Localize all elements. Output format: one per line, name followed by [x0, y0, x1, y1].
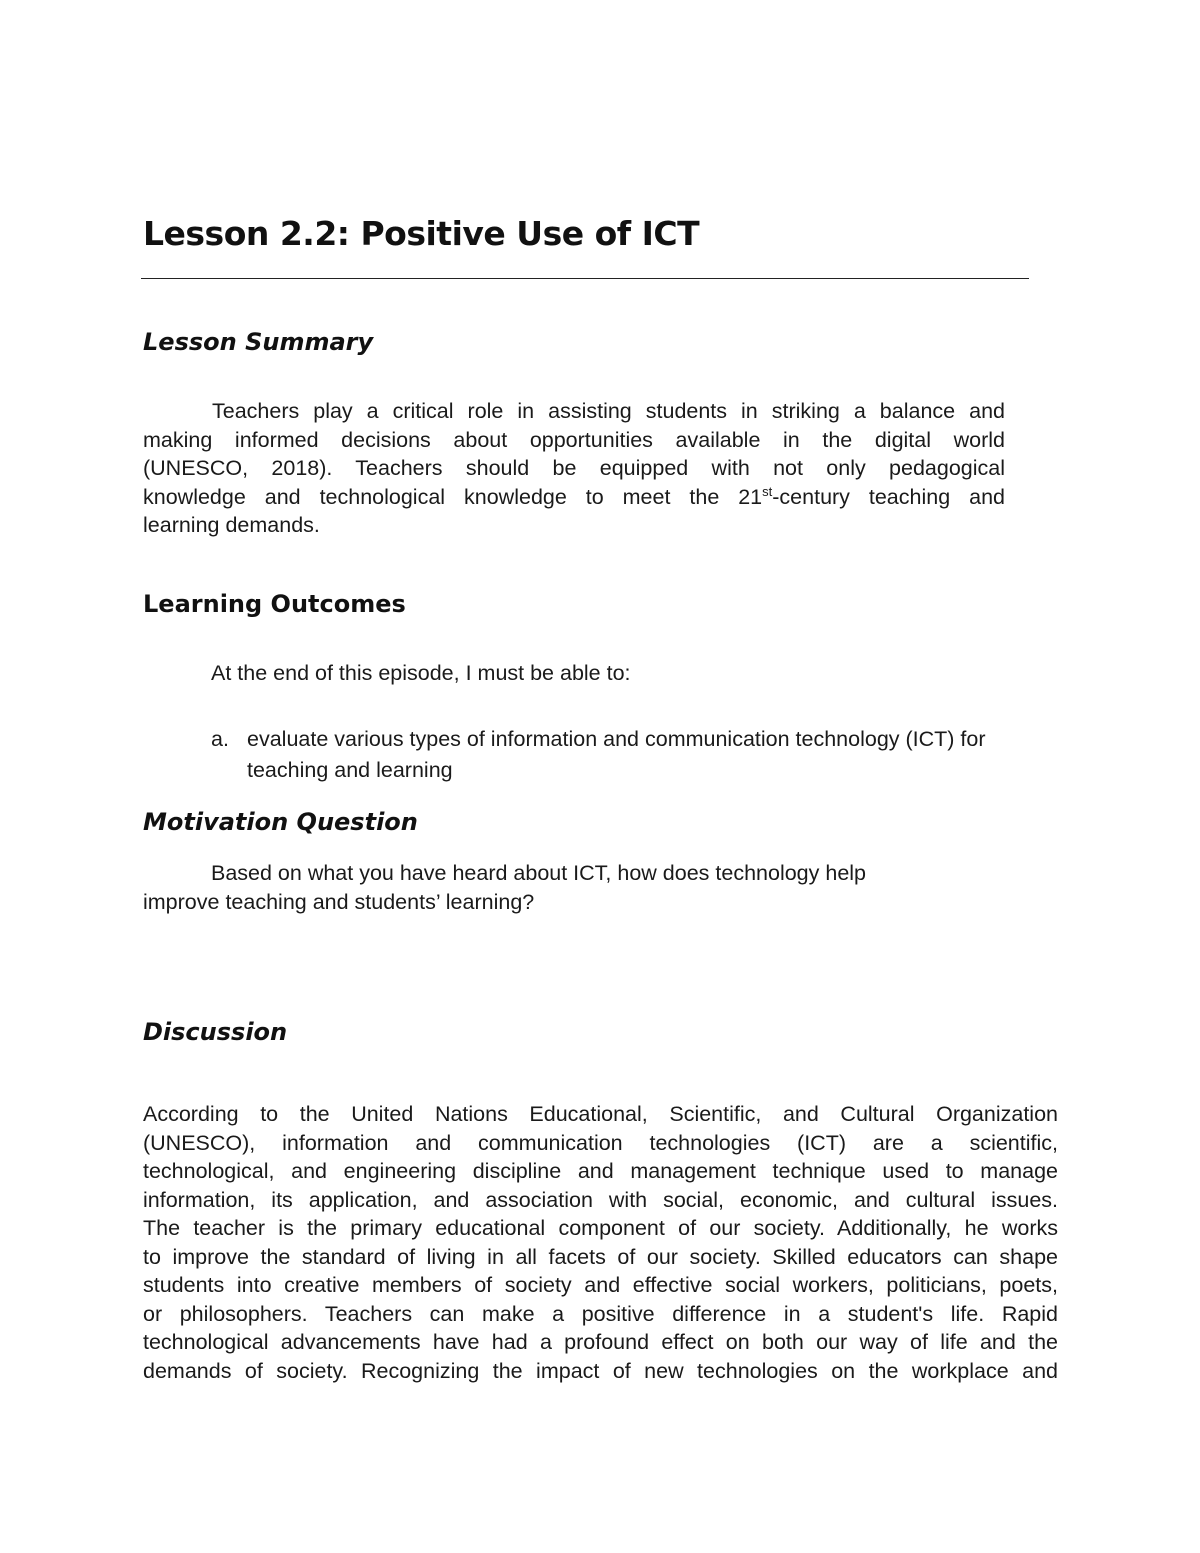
title-divider	[141, 278, 1029, 279]
discussion-line: technological, and engineering discipline and management technique used to manage	[143, 1159, 1058, 1183]
discussion-line: (UNESCO), information and communication technologies (ICT) are a scientific,	[143, 1130, 1058, 1155]
discussion-line: demands of society. Recognizing the impact of new technologies on the workplace and	[143, 1358, 1058, 1383]
discussion-line: information, its application, and association with social, economic, and cultural issues.	[143, 1187, 1058, 1212]
motivation-question-heading: Motivation Question	[143, 808, 418, 836]
summary-line-text: knowledge and technological knowledge to meet the 21	[143, 484, 763, 509]
motivation-line: improve teaching and students’ learning?	[143, 889, 535, 914]
discussion-line: to improve the standard of living in all facets of our society. Skilled educators can shape	[143, 1244, 1058, 1269]
lesson-summary-heading: Lesson Summary	[143, 328, 374, 356]
summary-line: Teachers play a critical role in assisting students in striking a balance and	[212, 399, 1005, 423]
outcomes-intro-text: At the end of this episode, I must be able to:	[211, 661, 631, 685]
list-item-text	[247, 724, 1057, 786]
summary-line-rest: -century teaching and	[772, 484, 1005, 509]
summary-line: learning demands.	[143, 513, 320, 538]
discussion-line: The teacher is the primary educational component of our society. Additionally, he works	[143, 1216, 1058, 1240]
discussion-line: or philosophers. Teachers can make a positive difference in a student's life. Rapid	[143, 1301, 1058, 1326]
motivation-question-paragraph	[143, 859, 866, 916]
discussion-heading: Discussion	[143, 1018, 288, 1046]
outcomes-intro	[211, 659, 631, 688]
discussion-line: technological advancements have had a profound effect on both our way of life and the	[143, 1330, 1058, 1354]
summary-line: making informed decisions about opportunities available in the digital world	[143, 427, 1005, 452]
discussion-paragraph	[143, 1100, 1058, 1385]
lesson-summary-paragraph	[143, 397, 1005, 540]
discussion-line: According to the United Nations Educational, Scientific, and Cultural Organization	[143, 1102, 1058, 1126]
superscript-ordinal: st	[762, 483, 773, 499]
motivation-line: Based on what you have heard about ICT, how does technology help	[211, 861, 867, 885]
lesson-title: Lesson 2.2: Positive Use of ICT	[143, 214, 700, 253]
summary-line: (UNESCO, 2018). Teachers should be equipped with not only pedagogical	[143, 456, 1005, 481]
list-marker: a.	[211, 727, 229, 751]
discussion-line: students into creative members of society and effective social workers, politicians, poets,	[143, 1273, 1058, 1297]
list-item-line: teaching and learning	[247, 758, 453, 782]
summary-line	[143, 483, 1005, 512]
learning-outcomes-heading: Learning Outcomes	[143, 590, 406, 618]
list-item-line: evaluate various types of information and communication technology (ICT) for	[247, 727, 986, 751]
